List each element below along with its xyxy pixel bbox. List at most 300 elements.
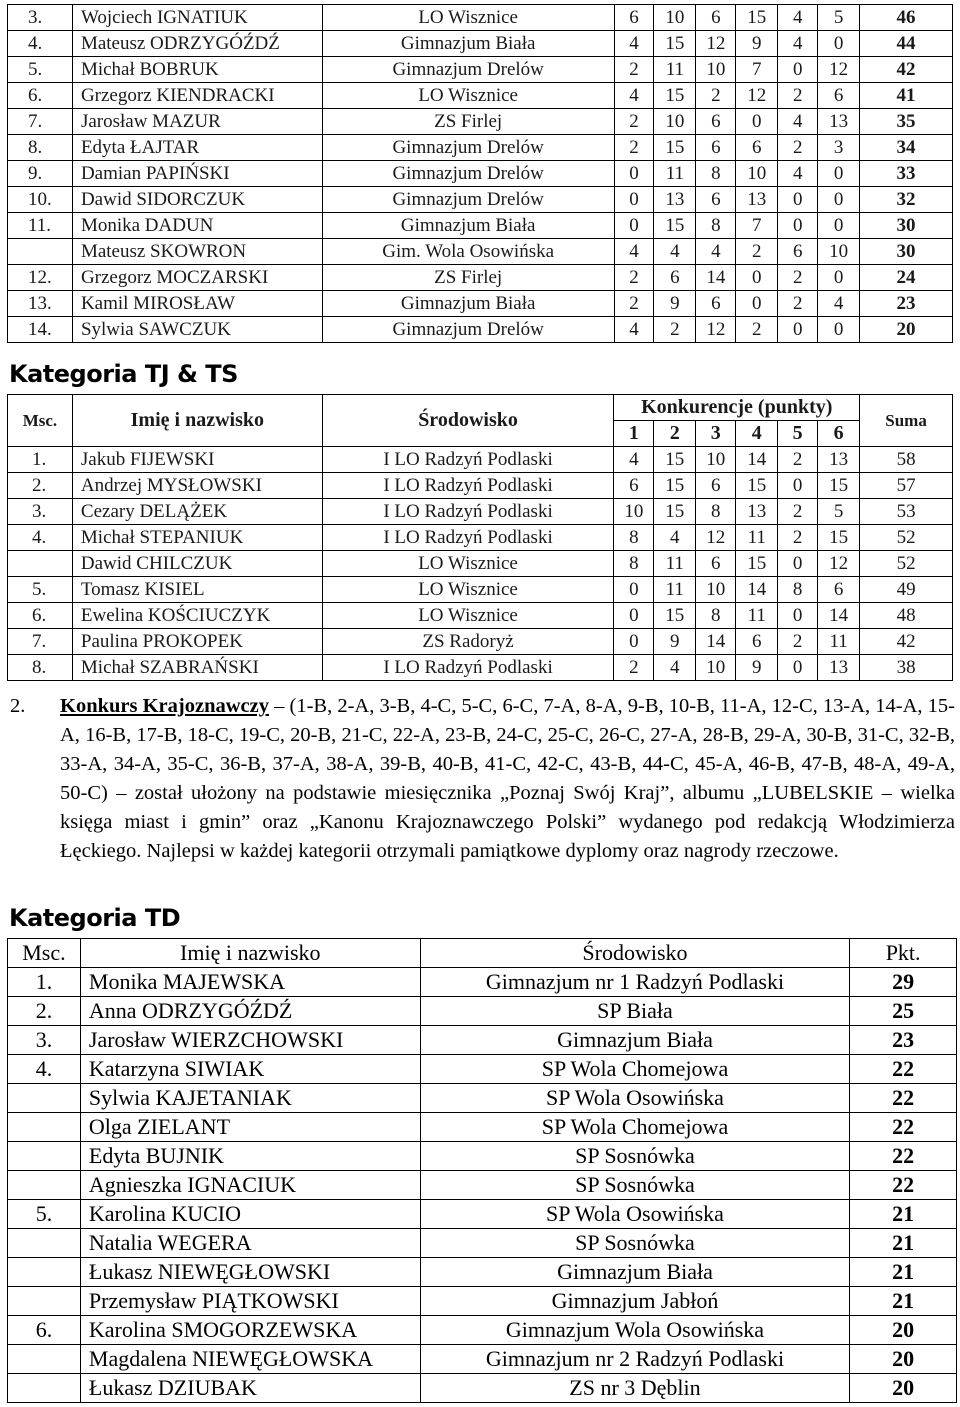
score-cell: 0 [614, 577, 654, 603]
score-cell: 6 [654, 265, 696, 291]
name-cell: Natalia WEGERA [80, 1229, 420, 1258]
table-row [8, 317, 953, 343]
place-cell: 12. [8, 265, 73, 291]
score-cell: 2 [778, 629, 818, 655]
table-row [8, 447, 953, 473]
score-cell: 0 [736, 265, 778, 291]
score-cell: 3 [818, 135, 860, 161]
sum-cell: 42 [860, 629, 953, 655]
sum-cell: 44 [860, 31, 953, 57]
school-cell: I LO Radzyń Podlaski [322, 525, 614, 551]
score-cell: 0 [778, 603, 818, 629]
school-cell: SP Wola Osowińska [420, 1084, 850, 1113]
results-table-tj-ts [7, 394, 953, 681]
table-row [8, 1084, 957, 1113]
sum-cell: 30 [860, 239, 953, 265]
category-heading-tj-ts: Kategoria TJ & TS [9, 360, 238, 388]
score-cell: 10 [696, 57, 736, 83]
points-cell: 29 [850, 968, 957, 997]
score-cell: 0 [614, 161, 654, 187]
score-cell: 6 [736, 629, 778, 655]
table-row [8, 997, 957, 1026]
score-cell: 2 [614, 57, 654, 83]
header-sum: Suma [860, 395, 953, 447]
place-cell [8, 1171, 81, 1200]
score-cell: 7 [736, 57, 778, 83]
table-row [8, 1026, 957, 1055]
sum-cell: 58 [860, 447, 953, 473]
sum-cell: 41 [860, 83, 953, 109]
td-header-school: Środowisko [420, 939, 850, 968]
score-cell: 8 [696, 603, 736, 629]
name-cell: Anna ODRZYGÓŹDŹ [80, 997, 420, 1026]
name-cell: Łukasz DZIUBAK [80, 1374, 420, 1403]
name-cell: Monika MAJEWSKA [80, 968, 420, 997]
score-cell: 4 [614, 83, 654, 109]
table-row [8, 499, 953, 525]
name-cell: Sylwia SAWCZUK [72, 317, 322, 343]
score-cell: 15 [818, 525, 860, 551]
score-cell: 2 [614, 291, 654, 317]
table-row [8, 551, 953, 577]
score-cell: 8 [696, 213, 736, 239]
school-cell: Gimnazjum Drelów [322, 317, 614, 343]
score-cell: 4 [654, 525, 696, 551]
school-cell: I LO Radzyń Podlaski [322, 499, 614, 525]
score-cell: 11 [736, 603, 778, 629]
table-row [8, 1345, 957, 1374]
school-cell: SP Sosnówka [420, 1229, 850, 1258]
score-cell: 0 [614, 603, 654, 629]
score-cell: 11 [654, 161, 696, 187]
points-cell: 21 [850, 1287, 957, 1316]
score-cell: 8 [614, 551, 654, 577]
score-cell: 2 [696, 83, 736, 109]
score-cell: 13 [736, 187, 778, 213]
score-cell: 2 [614, 109, 654, 135]
place-cell [8, 239, 73, 265]
place-cell: 6. [8, 603, 73, 629]
sum-cell: 42 [860, 57, 953, 83]
score-cell: 10 [654, 109, 696, 135]
place-cell: 5. [8, 57, 73, 83]
name-cell: Michał BOBRUK [72, 57, 322, 83]
score-cell: 10 [696, 577, 736, 603]
score-cell: 6 [778, 239, 818, 265]
points-cell: 21 [850, 1229, 957, 1258]
place-cell: 7. [8, 629, 73, 655]
score-cell: 5 [818, 499, 860, 525]
school-cell: Gimnazjum Biała [420, 1026, 850, 1055]
score-cell: 9 [654, 629, 696, 655]
points-cell: 22 [850, 1113, 957, 1142]
name-cell: Edyta ŁAJTAR [72, 135, 322, 161]
table-row [8, 1200, 957, 1229]
score-cell: 15 [654, 83, 696, 109]
place-cell: 6. [8, 1316, 81, 1345]
school-cell: I LO Radzyń Podlaski [322, 473, 614, 499]
score-cell: 4 [654, 655, 696, 681]
place-cell: 2. [8, 473, 73, 499]
score-cell: 12 [736, 83, 778, 109]
school-cell: ZS Firlej [322, 109, 614, 135]
score-cell: 4 [614, 31, 654, 57]
score-cell: 0 [818, 31, 860, 57]
table-row [8, 265, 953, 291]
sum-cell: 20 [860, 317, 953, 343]
place-cell [8, 1113, 81, 1142]
name-cell: Wojciech IGNATIUK [72, 5, 322, 31]
score-cell: 2 [778, 135, 818, 161]
name-cell: Grzegorz MOCZARSKI [72, 265, 322, 291]
score-cell: 11 [654, 551, 696, 577]
table-row [8, 5, 953, 31]
score-cell: 15 [736, 473, 778, 499]
score-cell: 14 [818, 603, 860, 629]
score-cell: 15 [818, 473, 860, 499]
td-header-msc: Msc. [8, 939, 81, 968]
name-cell: Magdalena NIEWĘGŁOWSKA [80, 1345, 420, 1374]
score-cell: 15 [654, 447, 696, 473]
score-cell: 15 [654, 603, 696, 629]
score-cell: 15 [654, 213, 696, 239]
contest-description [10, 692, 955, 866]
sum-cell: 34 [860, 135, 953, 161]
points-cell: 20 [850, 1345, 957, 1374]
header-competitions: Konkurencje (punkty) [614, 395, 860, 421]
score-cell: 14 [736, 577, 778, 603]
score-cell: 2 [614, 135, 654, 161]
td-header-pkt: Pkt. [850, 939, 957, 968]
score-cell: 13 [818, 655, 860, 681]
school-cell: Gimnazjum Drelów [322, 187, 614, 213]
place-cell [8, 1084, 81, 1113]
results-table-body [8, 5, 953, 343]
sum-cell: 53 [860, 499, 953, 525]
competition-number-header: 4 [736, 421, 778, 447]
competition-number-header: 2 [654, 421, 696, 447]
score-cell: 5 [818, 5, 860, 31]
table-row [8, 239, 953, 265]
table-row [8, 1229, 957, 1258]
school-cell: Gimnazjum Drelów [322, 161, 614, 187]
points-cell: 22 [850, 1055, 957, 1084]
school-cell: I LO Radzyń Podlaski [322, 655, 614, 681]
name-cell: Ewelina KOŚCIUCZYK [72, 603, 322, 629]
place-cell: 14. [8, 317, 73, 343]
points-cell: 22 [850, 1084, 957, 1113]
place-cell [8, 1345, 81, 1374]
school-cell: SP Wola Chomejowa [420, 1113, 850, 1142]
name-cell: Dawid SIDORCZUK [72, 187, 322, 213]
score-cell: 6 [696, 291, 736, 317]
name-cell: Paulina PROKOPEK [72, 629, 322, 655]
school-cell: Gimnazjum Biała [322, 31, 614, 57]
place-cell: 2. [8, 997, 81, 1026]
score-cell: 4 [654, 239, 696, 265]
place-cell: 3. [8, 499, 73, 525]
competition-number-header: 6 [818, 421, 860, 447]
table-row [8, 1374, 957, 1403]
school-cell: SP Wola Chomejowa [420, 1055, 850, 1084]
school-cell: Gimnazjum nr 1 Radzyń Podlaski [420, 968, 850, 997]
school-cell: SP Sosnówka [420, 1171, 850, 1200]
name-cell: Edyta BUJNIK [80, 1142, 420, 1171]
name-cell: Tomasz KISIEL [72, 577, 322, 603]
table-row [8, 135, 953, 161]
name-cell: Cezary DELĄŻEK [72, 499, 322, 525]
score-cell: 4 [778, 31, 818, 57]
score-cell: 8 [696, 161, 736, 187]
score-cell: 6 [614, 473, 654, 499]
score-cell: 0 [778, 57, 818, 83]
score-cell: 14 [736, 447, 778, 473]
points-cell: 25 [850, 997, 957, 1026]
school-cell: LO Wisznice [322, 5, 614, 31]
name-cell: Michał SZABRAŃSKI [72, 655, 322, 681]
name-cell: Dawid CHILCZUK [72, 551, 322, 577]
score-cell: 2 [654, 317, 696, 343]
school-cell: Gimnazjum Biała [420, 1258, 850, 1287]
score-cell: 2 [778, 291, 818, 317]
place-cell: 6. [8, 83, 73, 109]
table-row [8, 1142, 957, 1171]
name-cell: Andrzej MYSŁOWSKI [72, 473, 322, 499]
table-row [8, 577, 953, 603]
score-cell: 13 [654, 187, 696, 213]
score-cell: 11 [654, 57, 696, 83]
name-cell: Sylwia KAJETANIAK [80, 1084, 420, 1113]
place-cell: 7. [8, 109, 73, 135]
table-row [8, 603, 953, 629]
score-cell: 10 [654, 5, 696, 31]
table-row [8, 1316, 957, 1345]
name-cell: Karolina KUCIO [80, 1200, 420, 1229]
score-cell: 12 [818, 57, 860, 83]
score-cell: 2 [778, 447, 818, 473]
score-cell: 0 [614, 629, 654, 655]
name-cell: Przemysław PIĄTKOWSKI [80, 1287, 420, 1316]
school-cell: LO Wisznice [322, 551, 614, 577]
header-name: Imię i nazwisko [72, 395, 322, 447]
score-cell: 0 [736, 109, 778, 135]
score-cell: 12 [696, 317, 736, 343]
td-header-name: Imię i nazwisko [80, 939, 420, 968]
table-row [8, 1055, 957, 1084]
score-cell: 15 [736, 5, 778, 31]
name-cell: Katarzyna SIWIAK [80, 1055, 420, 1084]
score-cell: 4 [818, 291, 860, 317]
score-cell: 6 [736, 135, 778, 161]
table-row [8, 1258, 957, 1287]
sum-cell: 30 [860, 213, 953, 239]
score-cell: 14 [696, 265, 736, 291]
sum-cell: 52 [860, 525, 953, 551]
name-cell: Damian PAPIŃSKI [72, 161, 322, 187]
table-row [8, 1287, 957, 1316]
sum-cell: 49 [860, 577, 953, 603]
score-cell: 2 [736, 239, 778, 265]
sum-cell: 52 [860, 551, 953, 577]
school-cell: ZS Radoryż [322, 629, 614, 655]
score-cell: 6 [696, 551, 736, 577]
sum-cell: 38 [860, 655, 953, 681]
score-cell: 7 [736, 213, 778, 239]
place-cell [8, 551, 73, 577]
score-cell: 8 [696, 499, 736, 525]
place-cell [8, 1229, 81, 1258]
score-cell: 4 [614, 447, 654, 473]
score-cell: 13 [736, 499, 778, 525]
paragraph-number: 2. [10, 695, 26, 717]
score-cell: 9 [736, 655, 778, 681]
score-cell: 10 [736, 161, 778, 187]
name-cell: Jarosław WIERZCHOWSKI [80, 1026, 420, 1055]
score-cell: 2 [778, 265, 818, 291]
score-cell: 0 [818, 213, 860, 239]
table-row [8, 473, 953, 499]
score-cell: 8 [614, 525, 654, 551]
points-cell: 23 [850, 1026, 957, 1055]
competition-number-header: 1 [614, 421, 654, 447]
school-cell: SP Sosnówka [420, 1142, 850, 1171]
place-cell: 3. [8, 5, 73, 31]
sum-cell: 57 [860, 473, 953, 499]
name-cell: Olga ZIELANT [80, 1113, 420, 1142]
score-cell: 6 [696, 109, 736, 135]
school-cell: SP Biała [420, 997, 850, 1026]
contest-title: Konkurs Krajoznawczy [60, 695, 269, 717]
school-cell: Gimnazjum Biała [322, 213, 614, 239]
table-row [8, 187, 953, 213]
place-cell: 4. [8, 525, 73, 551]
contest-text: – (1-B, 2-A, 3-B, 4-C, 5-C, 6-C, 7-A, 8-A, 9-B, 10-B, 11-A, 12-C, 13-A, 14-A, 15-A, 16-B, 17-B, 18-C, 19-C, 20-B, 21-C, 22-A, 23-B, 24-C, 25-C, 26-C, 27-A, 28-B, 29-A, 30-B, 31-C, 32-B, 33-A, 34-A, 35-C, 36-B, 37-A, 38-A, 39-B, 40-B, 41-C, 42-C, 43-B, 44-C, 45-A, 46-B, 47-B, 48-A, 49-A, 50-C) – został ułożony na podstawie miesięcznika „Poznaj Swój Kraj”, albumu „LUBELSKIE – wielka księga miast i gmin” oraz „Kanonu Krajoznawczego Polski” wydanego pod redakcją Włodzimierza Łęckiego. Najlepsi w każdej kategorii otrzymali pamiątkowe dyplomy oraz nagrody rzeczowe. [60, 695, 955, 862]
table-row [8, 57, 953, 83]
sum-cell: 35 [860, 109, 953, 135]
score-cell: 4 [696, 239, 736, 265]
table-row [8, 525, 953, 551]
score-cell: 15 [736, 551, 778, 577]
header-msc: Msc. [8, 395, 73, 447]
score-cell: 0 [614, 213, 654, 239]
score-cell: 11 [654, 577, 696, 603]
score-cell: 0 [818, 161, 860, 187]
score-cell: 2 [736, 317, 778, 343]
place-cell: 9. [8, 161, 73, 187]
score-cell: 6 [696, 135, 736, 161]
score-cell: 15 [654, 473, 696, 499]
table-row [8, 291, 953, 317]
table-row [8, 1171, 957, 1200]
place-cell: 4. [8, 1055, 81, 1084]
school-cell: ZS nr 3 Dęblin [420, 1374, 850, 1403]
points-cell: 22 [850, 1142, 957, 1171]
score-cell: 0 [818, 317, 860, 343]
school-cell: Gimnazjum Jabłoń [420, 1287, 850, 1316]
place-cell [8, 1287, 81, 1316]
score-cell: 12 [818, 551, 860, 577]
points-cell: 21 [850, 1200, 957, 1229]
points-cell: 20 [850, 1316, 957, 1345]
points-cell: 20 [850, 1374, 957, 1403]
score-cell: 10 [614, 499, 654, 525]
score-cell: 15 [654, 135, 696, 161]
score-cell: 9 [736, 31, 778, 57]
place-cell: 4. [8, 31, 73, 57]
school-cell: Gimnazjum nr 2 Radzyń Podlaski [420, 1345, 850, 1374]
score-cell: 0 [778, 317, 818, 343]
place-cell: 1. [8, 968, 81, 997]
place-cell: 8. [8, 655, 73, 681]
name-cell: Mateusz ODRZYGÓŹDŹ [72, 31, 322, 57]
score-cell: 0 [778, 655, 818, 681]
sum-cell: 23 [860, 291, 953, 317]
table-row [8, 109, 953, 135]
place-cell: 10. [8, 187, 73, 213]
table-row [8, 213, 953, 239]
score-cell: 6 [696, 187, 736, 213]
score-cell: 11 [818, 629, 860, 655]
score-cell: 6 [696, 473, 736, 499]
score-cell: 2 [614, 655, 654, 681]
place-cell: 11. [8, 213, 73, 239]
table-row [8, 655, 953, 681]
score-cell: 4 [614, 317, 654, 343]
name-cell: Jakub FIJEWSKI [72, 447, 322, 473]
score-cell: 10 [696, 655, 736, 681]
score-cell: 13 [818, 109, 860, 135]
place-cell [8, 1374, 81, 1403]
score-cell: 6 [818, 83, 860, 109]
score-cell: 0 [778, 551, 818, 577]
place-cell: 5. [8, 577, 73, 603]
school-cell: SP Wola Osowińska [420, 1200, 850, 1229]
score-cell: 2 [614, 265, 654, 291]
score-cell: 15 [654, 31, 696, 57]
score-cell: 0 [818, 187, 860, 213]
score-cell: 10 [818, 239, 860, 265]
sum-cell: 48 [860, 603, 953, 629]
score-cell: 2 [778, 499, 818, 525]
category-heading-td: Kategoria TD [9, 904, 181, 932]
table-row [8, 968, 957, 997]
sum-cell: 32 [860, 187, 953, 213]
school-cell: LO Wisznice [322, 577, 614, 603]
place-cell: 8. [8, 135, 73, 161]
score-cell: 0 [736, 291, 778, 317]
score-cell: 8 [778, 577, 818, 603]
points-cell: 22 [850, 1171, 957, 1200]
score-cell: 2 [778, 83, 818, 109]
score-cell: 4 [614, 239, 654, 265]
place-cell: 1. [8, 447, 73, 473]
results-table-td-body [8, 968, 957, 1403]
results-table-continued [7, 4, 953, 343]
results-table-td [7, 938, 957, 1403]
score-cell: 6 [818, 577, 860, 603]
school-cell: ZS Firlej [322, 265, 614, 291]
sum-cell: 33 [860, 161, 953, 187]
score-cell: 0 [614, 187, 654, 213]
score-cell: 9 [654, 291, 696, 317]
score-cell: 4 [778, 5, 818, 31]
table-row [8, 83, 953, 109]
score-cell: 12 [696, 31, 736, 57]
table-row [8, 629, 953, 655]
place-cell: 3. [8, 1026, 81, 1055]
sum-cell: 46 [860, 5, 953, 31]
score-cell: 13 [818, 447, 860, 473]
